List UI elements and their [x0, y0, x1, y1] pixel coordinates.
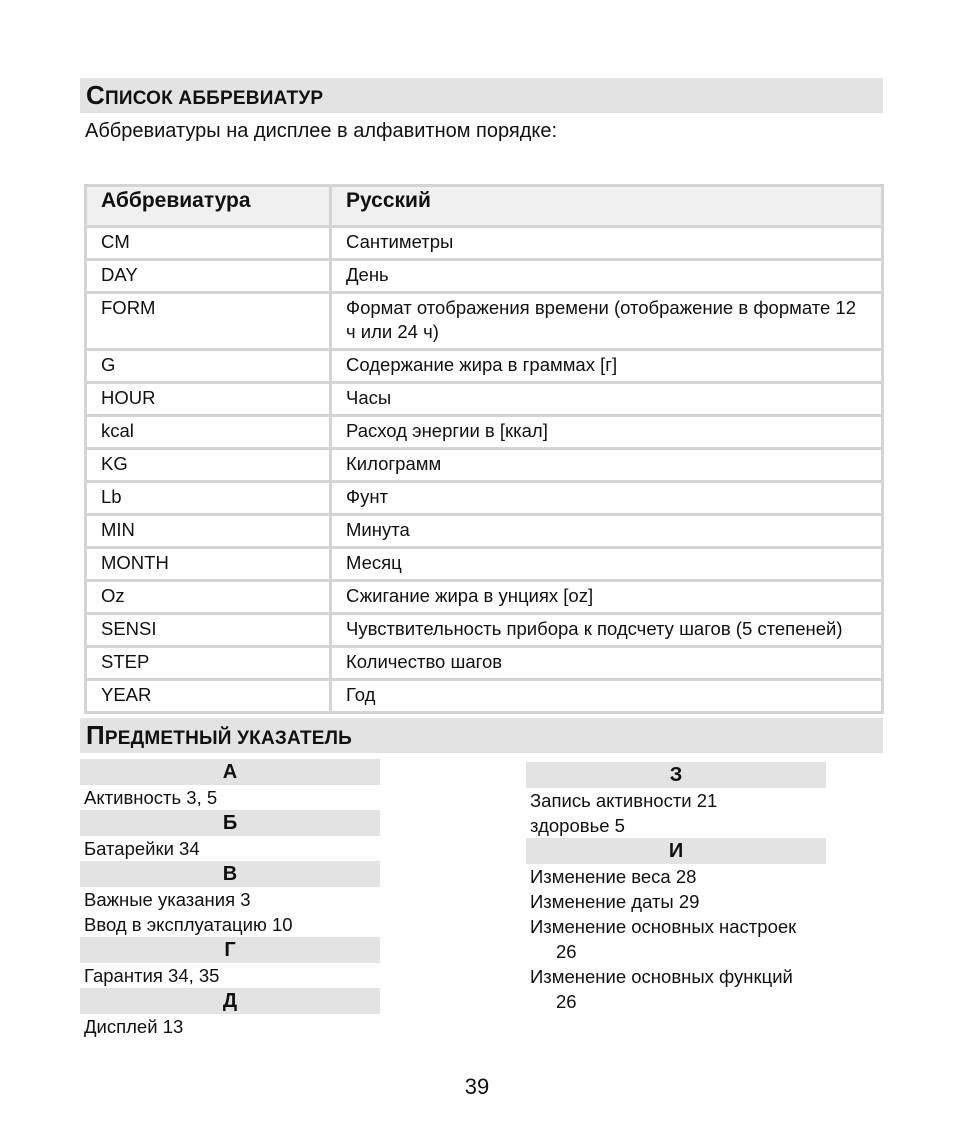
- index-letter-heading: А: [80, 759, 380, 785]
- index-entry-text: Ввод в эксплуатацию 10: [84, 914, 293, 935]
- index-entry-text: Изменение основных функций: [530, 966, 793, 987]
- table-row: [86, 383, 883, 416]
- table-row: [86, 482, 883, 515]
- meaning-cell: Формат отображения времени (отображение в формате 12 ч или 24 ч): [331, 293, 883, 350]
- abbreviation-cell: MIN: [86, 515, 331, 548]
- index-entry-text: Запись активности 21: [530, 790, 718, 811]
- column-header-abbreviation: Аббревиатура: [86, 186, 331, 227]
- index-entry-text: Изменение даты 29: [530, 891, 700, 912]
- meaning-cell: Минута: [331, 515, 883, 548]
- abbreviations-intro: Аббревиатуры на дисплее в алфавитном порядке:: [85, 120, 558, 142]
- index-entry-text: Батарейки 34: [84, 838, 200, 859]
- table-row: [86, 581, 883, 614]
- index-entry-text: Активность 3, 5: [84, 787, 218, 808]
- meaning-cell: Килограмм: [331, 449, 883, 482]
- abbreviation-cell: Lb: [86, 482, 331, 515]
- index-left-column: [80, 759, 380, 1039]
- abbreviation-cell: MONTH: [86, 548, 331, 581]
- index-letter-heading: Б: [80, 810, 380, 836]
- index-entry: [526, 914, 826, 964]
- abbreviation-cell: kcal: [86, 416, 331, 449]
- index-letter-heading: З: [526, 762, 826, 788]
- table-row: [86, 548, 883, 581]
- abbreviation-cell: STEP: [86, 647, 331, 680]
- index-entry: [80, 912, 380, 937]
- index-entry-page: 26: [556, 941, 577, 962]
- index-entry: [526, 964, 826, 1014]
- table-row: [86, 614, 883, 647]
- index-letter-heading: Г: [80, 937, 380, 963]
- abbreviation-cell: CM: [86, 227, 331, 260]
- index-entry-text: Изменение веса 28: [530, 866, 697, 887]
- abbreviation-cell: Oz: [86, 581, 331, 614]
- table-row: [86, 680, 883, 713]
- meaning-cell: Расход энергии в [ккал]: [331, 416, 883, 449]
- table-row: [86, 449, 883, 482]
- table-row: [86, 293, 883, 350]
- index-entry: [80, 1014, 380, 1039]
- index-entry: [80, 963, 380, 988]
- index-entry: [80, 785, 380, 810]
- index-entry-text: Важные указания 3: [84, 889, 251, 910]
- index-entry: [526, 864, 826, 889]
- meaning-cell: Год: [331, 680, 883, 713]
- table-row: [86, 227, 883, 260]
- abbreviation-cell: DAY: [86, 260, 331, 293]
- page-number: 39: [464, 1074, 490, 1099]
- table-row: [86, 260, 883, 293]
- index-entry-text: здоровье 5: [530, 815, 625, 836]
- meaning-cell: Часы: [331, 383, 883, 416]
- abbreviation-cell: YEAR: [86, 680, 331, 713]
- table-row: [86, 515, 883, 548]
- index-entry: [526, 889, 826, 914]
- meaning-cell: Сжигание жира в унциях [oz]: [331, 581, 883, 614]
- index-letter-heading: Д: [80, 988, 380, 1014]
- index-section-title: ПРЕДМЕТНЫЙ УКАЗАТЕЛЬ: [80, 718, 883, 753]
- table-row: [86, 350, 883, 383]
- abbreviation-cell: HOUR: [86, 383, 331, 416]
- index-entry: [526, 788, 826, 813]
- index-entry: [80, 887, 380, 912]
- abbreviation-cell: FORM: [86, 293, 331, 350]
- abbreviations-section-title: СПИСОК АББРЕВИАТУР: [80, 78, 883, 113]
- table-row: [86, 416, 883, 449]
- index-right-column: [526, 762, 826, 1014]
- meaning-cell: Месяц: [331, 548, 883, 581]
- table-row: [86, 647, 883, 680]
- meaning-cell: Чувствительность прибора к подсчету шагов (5 степеней): [331, 614, 883, 647]
- index-entry-page: 26: [556, 991, 577, 1012]
- abbreviation-cell: G: [86, 350, 331, 383]
- index-letter-heading: В: [80, 861, 380, 887]
- abbreviation-cell: SENSI: [86, 614, 331, 647]
- meaning-cell: Количество шагов: [331, 647, 883, 680]
- index-entry: [80, 836, 380, 861]
- index-entry-text: Гарантия 34, 35: [84, 965, 220, 986]
- abbreviation-cell: KG: [86, 449, 331, 482]
- meaning-cell: Содержание жира в граммах [г]: [331, 350, 883, 383]
- index-letter-heading: И: [526, 838, 826, 864]
- abbreviations-table: [84, 184, 884, 714]
- index-entry-text: Дисплей 13: [84, 1016, 184, 1037]
- meaning-cell: Фунт: [331, 482, 883, 515]
- meaning-cell: День: [331, 260, 883, 293]
- index-entry-text: Изменение основных настроек: [530, 916, 797, 937]
- table-header-row: [86, 186, 883, 227]
- column-header-russian: Русский: [331, 186, 883, 227]
- index-entry: [526, 813, 826, 838]
- meaning-cell: Сантиметры: [331, 227, 883, 260]
